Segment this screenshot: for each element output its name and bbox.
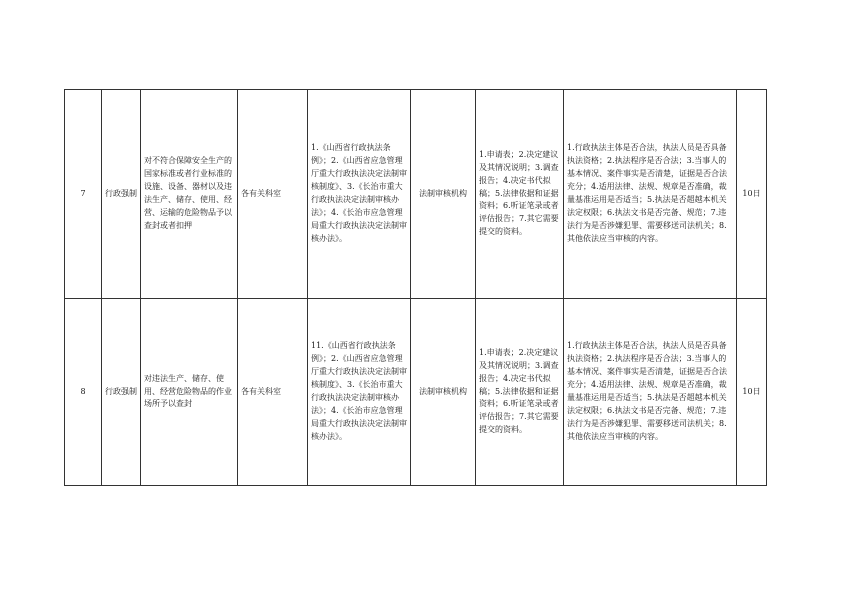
item-description-cell: 对不符合保障安全生产的国家标准或者行业标准的设施、设备、器材以及违法生产、储存、使用、经营、运输的危险物品予以查封或者扣押 [141, 90, 238, 299]
table-row [65, 90, 767, 299]
row-number-cell: 7 [65, 90, 102, 299]
legal-basis-cell: 1.《山西省行政执法条例》；2.《山西省应急管理厅重大行政执法决定法制审核制度》、3.《长治市重大行政执法决定法制审核办法》；4.《长治市应急管理局重大行政执法决定法制审核办法》。 [308, 90, 411, 299]
department-cell: 各有关科室 [238, 90, 308, 299]
time-limit-cell: 10日 [737, 299, 767, 486]
review-content-cell: 1.行政执法主体是否合法，执法人员是否具备执法资格；2.执法程序是否合法；3.当事人的基本情况、案件事实是否清楚，证据是否合法充分；4.适用法律、法规、规章是否准确，裁量基准运用是否适当；5.执法是否超越本机关法定权限；6.执法文书是否完备、规范；7.违法行为是否涉嫌犯罪、需要移送司法机关；8.其他依法应当审核的内容。 [564, 299, 737, 486]
item-description-cell: 对违法生产、储存、使用、经营危险物品的作业场所予以查封 [141, 299, 238, 486]
review-org-cell: 法制审核机构 [411, 90, 476, 299]
category-cell: 行政强制 [102, 90, 141, 299]
materials-cell: 1.申请表；2.决定建议及其情况说明；3.调查报告；4.决定书代拟稿；5.法律依据和证据资料；6.听证笔录或者评估报告；7.其它需要提交的资料。 [476, 299, 564, 486]
time-limit-cell: 10日 [737, 90, 767, 299]
table-row [65, 299, 767, 486]
category-cell: 行政强制 [102, 299, 141, 486]
legal-basis-cell: 11.《山西省行政执法条例》；2.《山西省应急管理厅重大行政执法决定法制审核制度》、3.《长治市重大行政执法决定法制审核办法》；4.《长治市应急管理局重大行政执法决定法制审核办法》。 [308, 299, 411, 486]
materials-cell: 1.申请表；2.决定建议及其情况说明；3.调查报告；4.决定书代拟稿；5.法律依据和证据资料；6.听证笔录或者评估报告；7.其它需要提交的资料。 [476, 90, 564, 299]
department-cell: 各有关科室 [238, 299, 308, 486]
review-content-cell: 1.行政执法主体是否合法，执法人员是否具备执法资格；2.执法程序是否合法；3.当事人的基本情况、案件事实是否清楚，证据是否合法充分；4.适用法律、法规、规章是否准确，裁量基准运用是否适当；5.执法是否超越本机关法定权限；6.执法文书是否完备、规范；7.违法行为是否涉嫌犯罪、需要移送司法机关；8.其他依法应当审核的内容。 [564, 90, 737, 299]
review-org-cell: 法制审核机构 [411, 299, 476, 486]
row-number-cell: 8 [65, 299, 102, 486]
review-items-table [64, 89, 767, 486]
